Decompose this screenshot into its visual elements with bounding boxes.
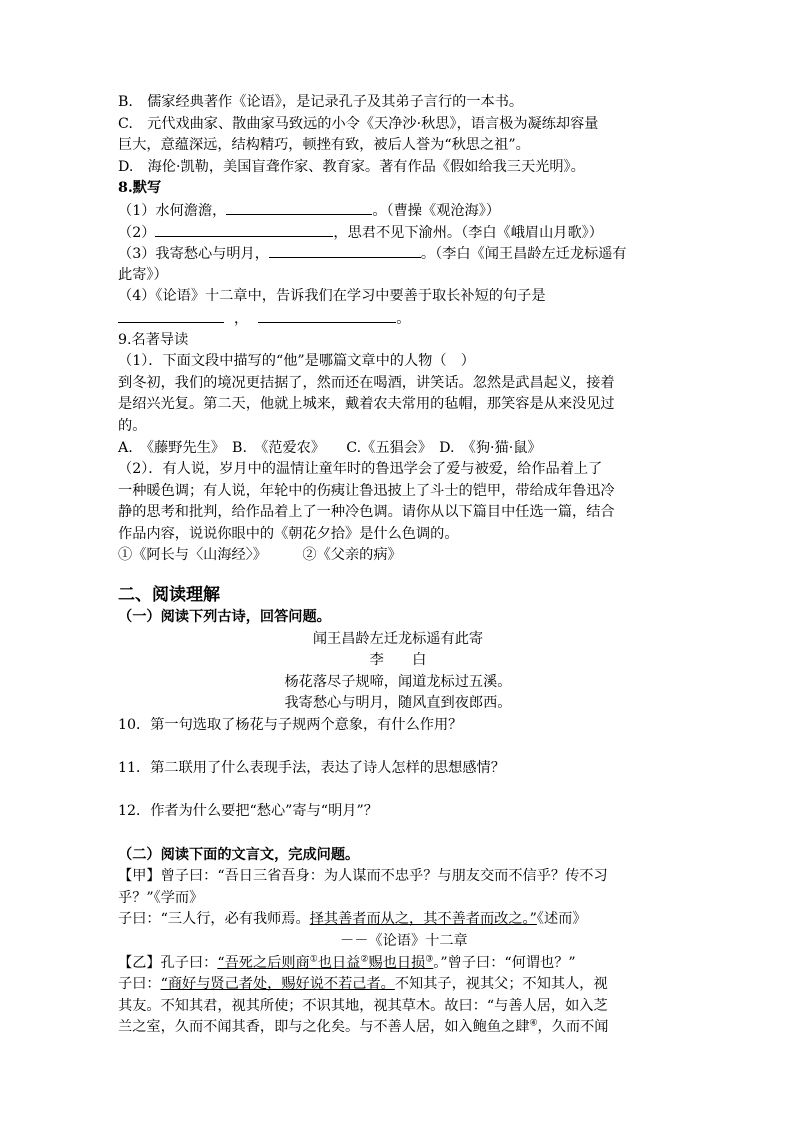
- q9-part2-line1: （2）．有人说，岁月中的温情让童年时的鲁迅学会了爱与被爱，给作品着上了: [118, 461, 603, 478]
- subsection-classical-instructions: （二）阅读下面的文言文，完成问题。: [118, 846, 360, 863]
- q8-item4: （4）《论语》十二章中，告诉我们在学习中要善于取长补短的句子是: [118, 288, 546, 305]
- document-page: [118, 92, 678, 1039]
- q9-passage-line2: 是绍兴光复。第二天，他就上城来，戴着农夫常用的毡帽，那笑容是从来没见过: [118, 396, 615, 413]
- q8-item1-suffix: 。（曹操《观沧海》）: [372, 202, 501, 219]
- q7-option-c-line1: C. 元代戏曲家、散曲家马致远的小令《天净沙·秋思》，语言极为凝练却容量: [118, 115, 599, 132]
- yi-line4: [118, 1017, 678, 1039]
- poem-author: 李 白: [369, 652, 427, 669]
- poem-line1: 杨花落尽子规啼，闻道龙标过五溪。: [284, 673, 512, 690]
- poem-line2: 我寄愁心与明月，随风直到夜郎西。: [284, 695, 512, 712]
- q8-item3-prefix: （3）我寄愁心与明月，: [118, 246, 269, 263]
- yi-line1-prefix: 【乙】孔子曰：: [118, 954, 218, 971]
- answer-blank[interactable]: [269, 243, 421, 258]
- yi-line3: 其友。不知其君，视其所使；不识其地，视其草木。故曰：“与善人居，如入芝: [118, 997, 608, 1014]
- footnote-marker: ④: [529, 1018, 538, 1029]
- yi-line2: [118, 974, 678, 996]
- yi-line4-prefix: 兰之室，久而不闻其香，即与之化矣。与不善人居，如入鲍鱼之肆: [118, 1019, 530, 1036]
- q9-title: 9.名著导读: [118, 331, 189, 348]
- q8-title: 8.默写: [118, 180, 162, 197]
- yi-line2-prefix: 子曰：: [118, 976, 161, 993]
- q7-option-d: D. 海伦·凯勒，美国盲聋作家、教育家。著有作品《假如给我三天光明》。: [118, 158, 585, 175]
- question-10: 10．第一句选取了杨花与子规两个意象，有什么作用？: [118, 717, 463, 734]
- q8-item3-continued: 此寄》）: [118, 266, 168, 283]
- q9-part2-line3: 静的思考和批判，给作品着上了一种冷色调。请你从以下篇目中任选一篇，结合: [118, 504, 615, 521]
- jia-source: －－《论语》十二章: [340, 932, 468, 949]
- q8-item1-prefix: （1）水何澹澹，: [118, 202, 227, 219]
- yi-line2-suffix: 不知其子，视其父；不知其人，视: [394, 976, 608, 993]
- jia-underlined-sentence: 择其善者而从之，其不善者而改之。”: [309, 911, 537, 928]
- jia-line3-prefix: 子曰：“三人行，必有我师焉。: [118, 911, 310, 928]
- q9-passage-line3: 的。: [118, 417, 147, 434]
- jia-line3-suffix: 《述而》: [536, 911, 587, 928]
- q8-item4-period: 。: [396, 310, 411, 327]
- answer-blank[interactable]: [258, 308, 396, 323]
- footnote-marker: ②: [360, 953, 369, 964]
- yi-underlined-text-a: “吾死之后则商: [217, 954, 310, 971]
- question-11: 11．第二联用了什么表现手法，表达了诗人怎样的思想感情？: [118, 760, 505, 777]
- q8-item4-blanks: [118, 308, 678, 330]
- jia-line1: 【甲】曾子曰：“吾日三省吾身：为人谋而不忠乎？与朋友交而不信乎？传不习: [118, 868, 608, 885]
- q8-item2: [118, 222, 678, 244]
- q8-item1: [118, 200, 678, 222]
- q8-item2-prefix: （2）: [118, 224, 156, 241]
- q9-part2-line2: 一种暖色调；有人说，年轮中的伤痍让鲁迅披上了斗士的铠甲，带给成年鲁迅冷: [118, 482, 615, 499]
- q8-item4-comma: ，: [234, 310, 249, 327]
- answer-blank[interactable]: [118, 308, 224, 323]
- q7-option-b: B. 儒家经典著作《论语》，是记录孔子及其弟子言行的一本书。: [118, 94, 524, 110]
- yi-underlined-text-c: 赐也日损: [368, 954, 426, 971]
- q9-passage-line1: 到冬初，我们的境况更拮据了，然而还在喝酒，讲笑话。忽然是武昌起义，接着: [118, 374, 615, 391]
- q9-options: A. 《藤野先生》 B. 《范爱农》 C.《五猖会》 D. 《狗·猫·鼠》: [118, 439, 542, 456]
- answer-blank[interactable]: [155, 222, 333, 237]
- footnote-marker: ③: [425, 953, 434, 964]
- q8-item3: [118, 243, 678, 265]
- section-title: 二、阅读理解: [118, 585, 220, 606]
- q9-part2-line4: 作品内容，说说你眼中的《朝花夕拾》是什么色调的。: [118, 525, 459, 542]
- yi-underlined-sentence: “商好与贤己者处，赐好说不若己者。: [160, 976, 395, 993]
- subsection-poem-instructions: （一）阅读下列古诗，回答问题。: [118, 609, 331, 626]
- poem-title: 闻王昌龄左迁龙标遥有此寄: [312, 630, 484, 647]
- answer-blank[interactable]: [226, 200, 372, 215]
- yi-line1-suffix: 。”曾子曰：“何谓也？”: [433, 954, 576, 971]
- yi-underlined-text-b: 也日益: [317, 954, 361, 971]
- q9-choices: ①《阿长与〈山海经〉》 ②《父亲的病》: [118, 547, 402, 564]
- yi-line1: [118, 953, 678, 975]
- jia-line3: [118, 909, 678, 931]
- yi-underlined-a: [217, 955, 433, 971]
- footnote-marker: ①: [309, 953, 318, 964]
- question-12: 12．作者为什么要把“愁心”寄与“明月”？: [118, 803, 378, 820]
- yi-line4-suffix: ，久而不闻: [537, 1019, 609, 1036]
- q7-option-c-line2: 巨大，意蕴深远，结构精巧，顿挫有致，被后人誉为“秋思之祖”。: [118, 137, 530, 154]
- q9-part1-question: （1）．下面文段中描写的“他”是哪篇文章中的人物（ ）: [118, 353, 475, 370]
- q8-item3-suffix: 。（李白《闻王昌龄左迁龙标遥有: [420, 246, 627, 263]
- q8-item2-suffix: ，思君不见下渝州。（李白《峨眉山月歌》）: [333, 224, 603, 241]
- jia-line2: 乎？”《学而》: [118, 889, 204, 906]
